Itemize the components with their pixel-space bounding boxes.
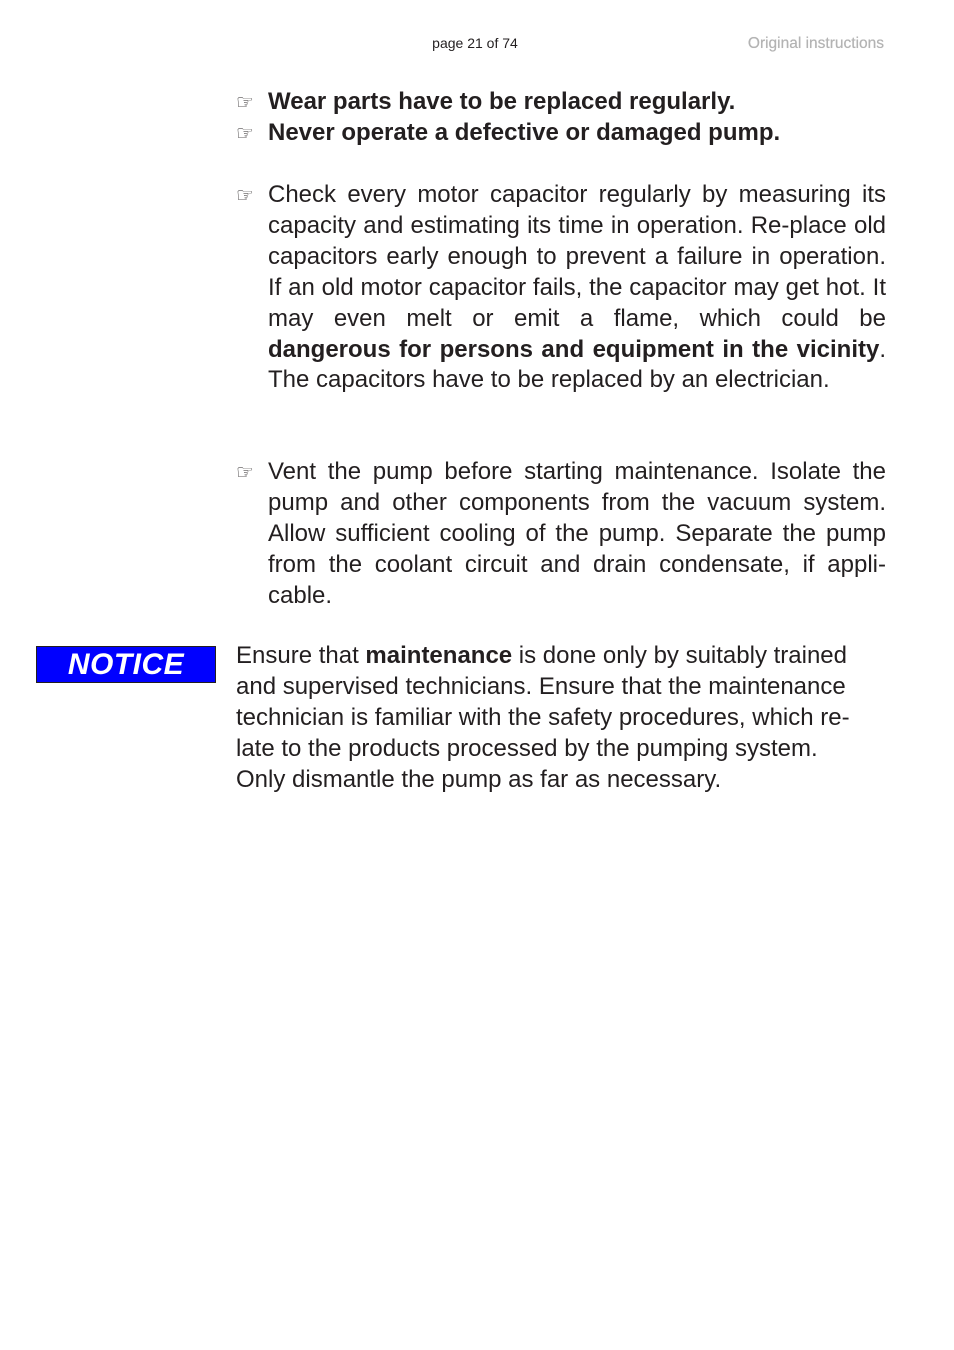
notice-intro: Ensure that — [236, 642, 366, 669]
pointing-hand-icon: ☞ — [236, 460, 254, 484]
notice-line1-rest: is done only by suitably trained — [512, 642, 848, 669]
notice-line: technician is familiar with the safety procedures, which re- — [236, 703, 850, 731]
list-item — [236, 180, 886, 396]
notice-emphasis: maintenance — [365, 642, 513, 669]
pointing-hand-icon: ☞ — [236, 183, 254, 207]
notice-line: Only dismantle the pump as far as necessary. — [236, 765, 722, 793]
pointing-hand-icon: ☞ — [236, 90, 254, 114]
bullet-text — [268, 180, 886, 396]
bullet-text: Never operate a defective or damaged pump. — [268, 119, 781, 146]
notice-badge: NOTICE — [36, 646, 216, 683]
notice-line: and supervised technicians. Ensure that the maintenance — [236, 672, 846, 700]
list-item — [236, 457, 886, 612]
list-item — [236, 87, 886, 118]
page-number: page 21 of 74 — [432, 35, 518, 51]
list-item — [236, 118, 886, 149]
bullet-text: Vent the pump before starting maintenance. Isolate the pump and other components from the vacuum system. Allow sufficient cooling of the pump. Separate the pump from the coolant circuit and drain condensate, if appli-cable. — [268, 458, 886, 609]
bullet-text-segment: . The capacitors have to be replaced by an electrician. — [268, 335, 886, 394]
notice-line: late to the products processed by the pumping system. — [236, 734, 818, 762]
bullet-text-emphasis: dangerous for persons and equipment in the vicinity — [268, 335, 880, 363]
pointing-hand-icon: ☞ — [236, 121, 254, 145]
bullet-text: Wear parts have to be replaced regularly. — [268, 88, 736, 115]
notice-text — [236, 641, 886, 796]
document-label: Original instructions — [747, 35, 884, 52]
notice-line — [236, 641, 886, 672]
bullet-text-segment: Check every motor capacitor regularly by measuring its capacity and estimating its time in operation. Re-place old capacitors early enough to prevent a failure in operation. If an old motor capacitor fails, the capacitor may get hot. It may even melt or emit a flame, which could be — [268, 181, 886, 332]
